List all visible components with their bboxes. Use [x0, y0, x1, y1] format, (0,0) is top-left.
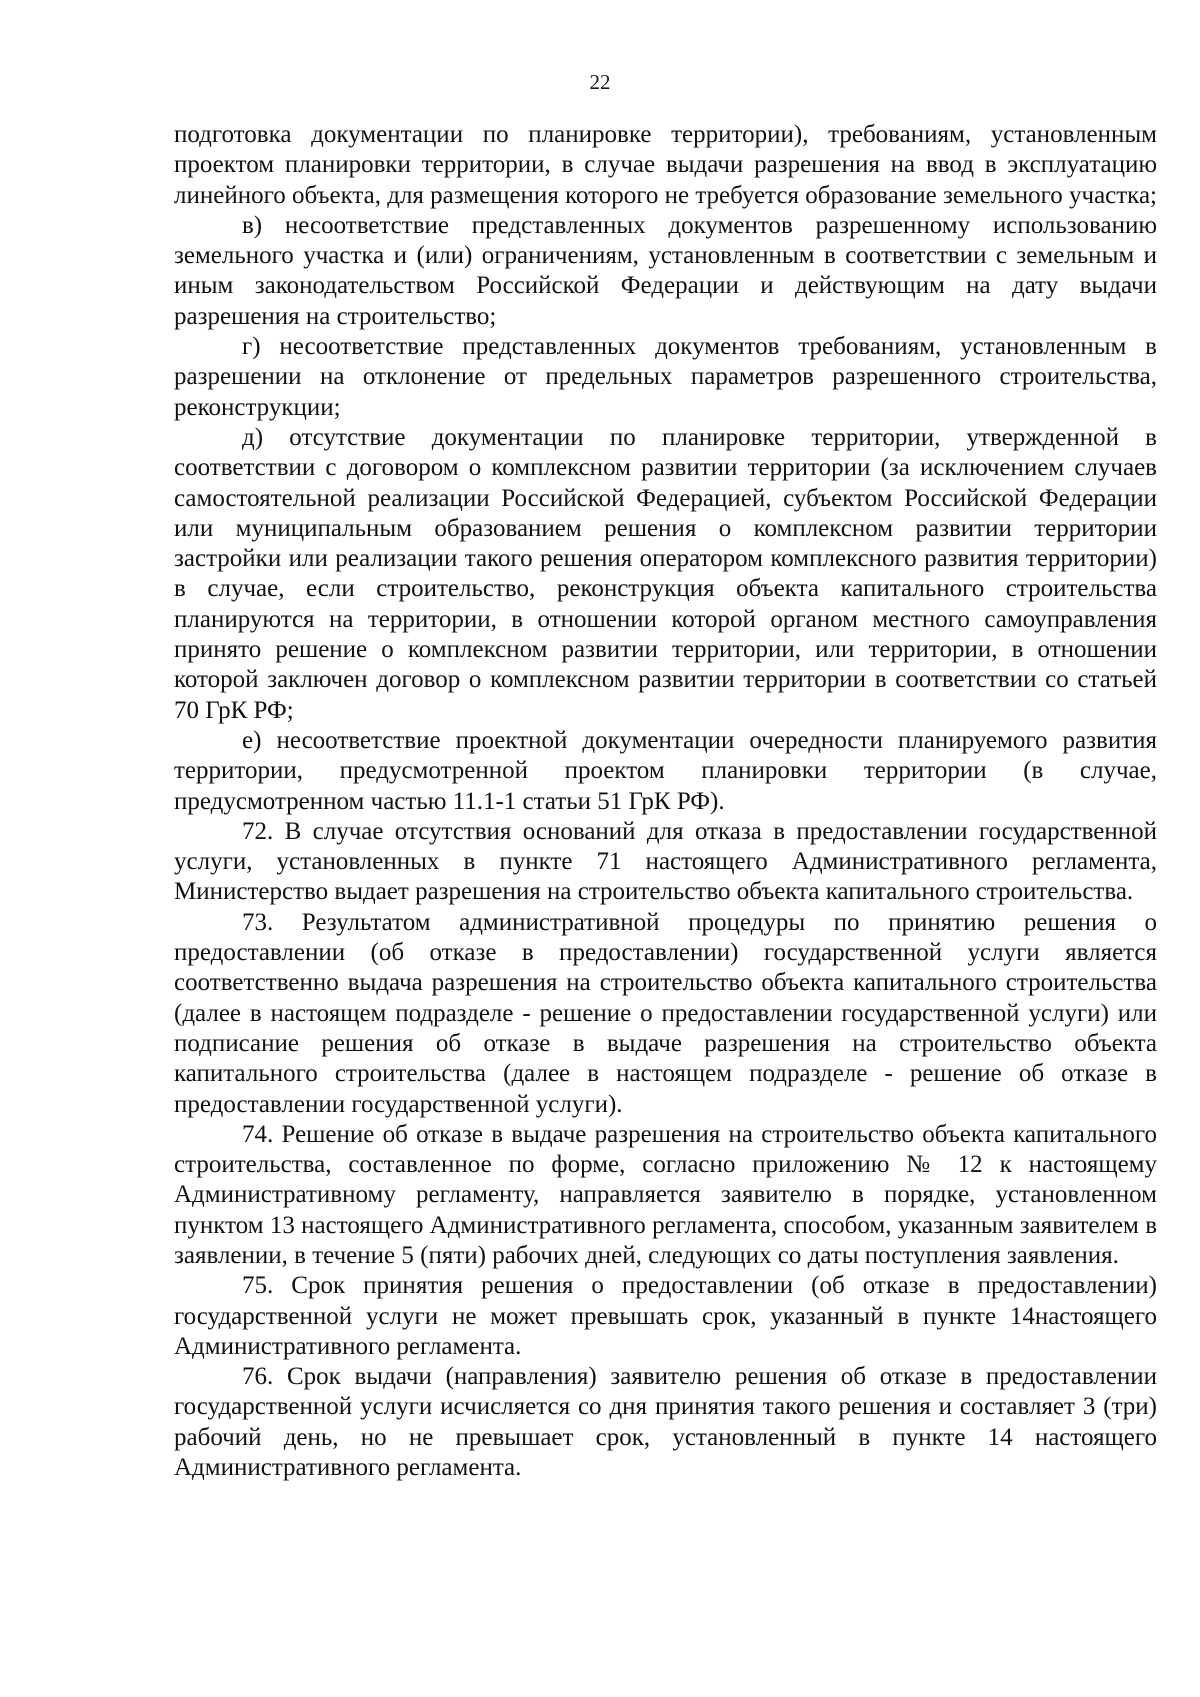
paragraph-clause-74: 74. Решение об отказе в выдаче разрешения на строительство объекта капитального строительства, составленное по форме, согласно приложению № 12 к настоящему Административному регламенту, направляется заявителю в порядке, установленном пунктом 13 настоящего Административного регламента, способом, указанным заявителем в заявлении, в течение 5 (пяти) рабочих дней, следующих со даты поступления заявления. [174, 1120, 1157, 1269]
paragraph-clause-73: 73. Результатом административной процедуры по принятию решения о предоставлении (об отказе в предоставлении) государственной услуги является соответственно выдача разрешения на строительство объекта капитального строительства (далее в настоящем подразделе - решение о предоставлении государственной услуги) или подписание решения об отказе в выдаче разрешения на строительство объекта капитального строительства (далее в настоящем подразделе - решение об отказе в предоставлении государственной услуги). [174, 908, 1157, 1118]
paragraph-item-g: г) несоответствие представленных документов требованиям, установленным в разрешении на отклонение от предельных параметров разрешенного строительства, реконструкции; [174, 333, 1157, 421]
page-number: 22 [589, 70, 611, 94]
paragraph-continuation: подготовка документации по планировке территории), требованиям, установленным проектом планировки территории, в случае выдачи разрешения на ввод в эксплуатацию линейного объекта, для размещения которого не требуется образование земельного участка; [174, 121, 1157, 209]
paragraph-item-d: д) отсутствие документации по планировке территории, утвержденной в соответствии с договором о комплексном развитии территории (за исключением случаев самостоятельной реализации Российской Федерацией, субъектом Российской Федерации или муниципальным образованием решения о комплексном развитии территории застройки или реализации такого решения оператором комплексного развития территории) в случае, если строительство, реконструкция объекта капитального строительства планируются на территории, в отношении которой органом местного самоуправления принято решение о комплексном развитии территории, или территории, в отношении которой заключен договор о комплексном развитии территории в соответствии со статьей 70 ГрК РФ; [174, 423, 1157, 724]
paragraph-clause-72: 72. В случае отсутствия оснований для отказа в предоставлении государственной услуги, установленных в пункте 71 настоящего Административного регламента, Министерство выдает разрешения на строительство объекта капитального строительства. [174, 817, 1157, 906]
document-body [174, 120, 1157, 1483]
paragraph-clause-76: 76. Срок выдачи (направления) заявителю решения об отказе в предоставлении государственной услуги исчисляется со дня принятия такого решения и составляет 3 (три) рабочий день, но не превышает срок, установленный в пункте 14 настоящего Административного регламента. [174, 1363, 1157, 1482]
paragraph-item-v: в) несоответствие представленных документов разрешенному использованию земельного участка и (или) ограничениям, установленным в соответствии с земельным и иным законодательством Российской Федерации и действующим на дату выдачи разрешения на строительство; [174, 211, 1157, 330]
paragraph-item-e: е) несоответствие проектной документации очередности планируемого развития территории, предусмотренной проектом планировки территории (в случае, предусмотренном частью 11.1-1 статьи 51 ГрК РФ). [174, 726, 1157, 815]
paragraph-clause-75: 75. Срок принятия решения о предоставлении (об отказе в предоставлении) государственной услуги не может превышать срок, указанный в пункте 14настоящего Административного регламента. [174, 1272, 1157, 1360]
